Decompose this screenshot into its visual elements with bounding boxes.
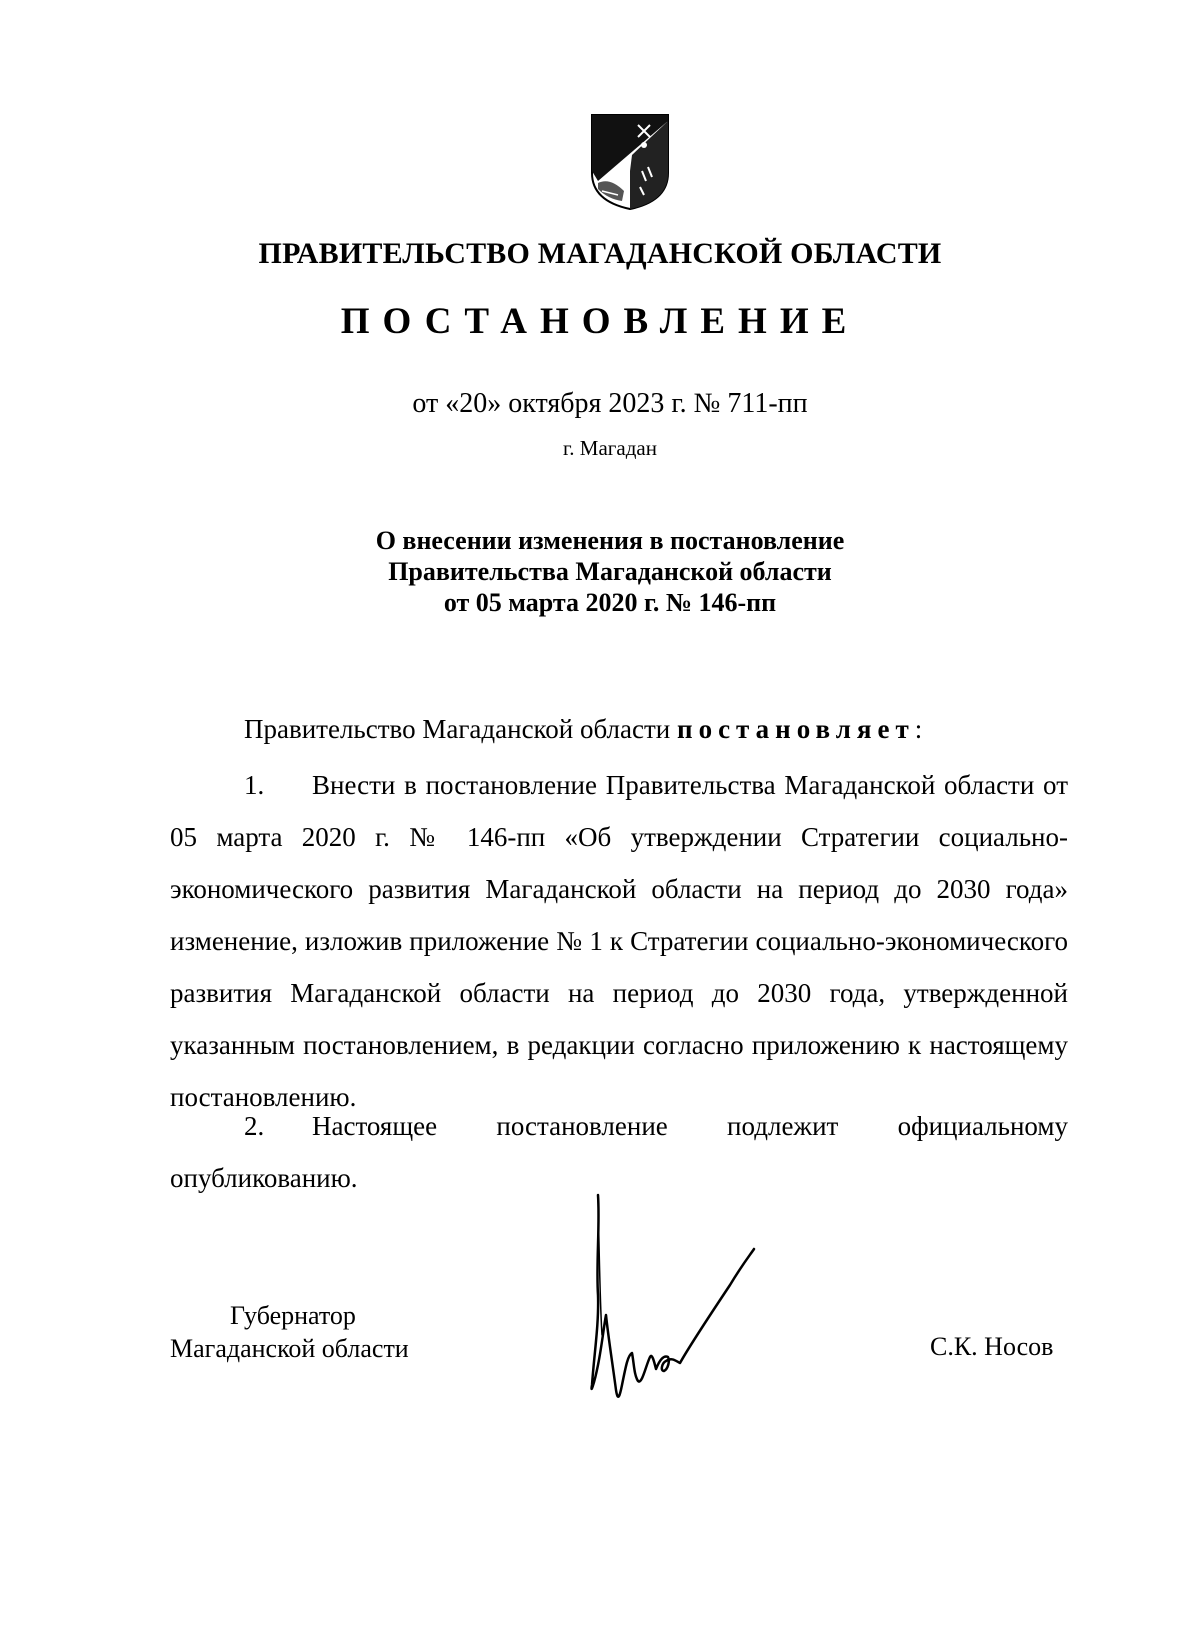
intro-text: Правительство Магаданской области [244, 714, 671, 744]
document-subject [0, 525, 1200, 618]
organization-name: ПРАВИТЕЛЬСТВО МАГАДАНСКОЙ ОБЛАСТИ [258, 237, 942, 270]
subject-line-3: от 05 марта 2020 г. № 146-пп [443, 588, 777, 617]
item-text: Внести в постановление Правительства Магаданской области от 05 марта 2020 г. № 146-пп «Об утверждении Стратегии социально-экономического развития Магаданской области на период до 2030 года» изменение, изложив приложение № 1 к Стратегии социально-экономического развития Магаданской области на период до 2030 года, утвержденной указанным постановлением, в редакции согласно приложению к настоящему постановлению. [170, 770, 1068, 1112]
signatory-name: С.К. Носов [930, 1332, 1054, 1361]
position-line-2: Магаданской области [170, 1334, 409, 1363]
signatory-position [170, 1299, 409, 1365]
coat-of-arms-icon [588, 111, 672, 211]
document-city: г. Магадан [563, 436, 657, 460]
subject-line-2: Правительства Магаданской области [388, 557, 832, 586]
intro-colon: : [914, 714, 923, 744]
item-text: Настоящее постановление подлежит официальному опубликованию. [170, 1111, 1068, 1193]
document-type: ПОСТАНОВЛЕНИЕ [340, 301, 860, 342]
item-number: 2. [244, 1111, 265, 1141]
item-number: 1. [244, 770, 265, 800]
resolution-item-1 [170, 759, 1068, 1123]
resolution-intro [170, 714, 1142, 745]
document-date-number: от «20» октября 2023 г. № 711-пп [412, 388, 808, 419]
intro-keyword: постановляет [677, 714, 915, 744]
handwritten-signature [590, 1185, 800, 1405]
subject-line-1: О внесении изменения в постановление [375, 526, 845, 555]
position-line-1: Губернатор [230, 1301, 356, 1330]
